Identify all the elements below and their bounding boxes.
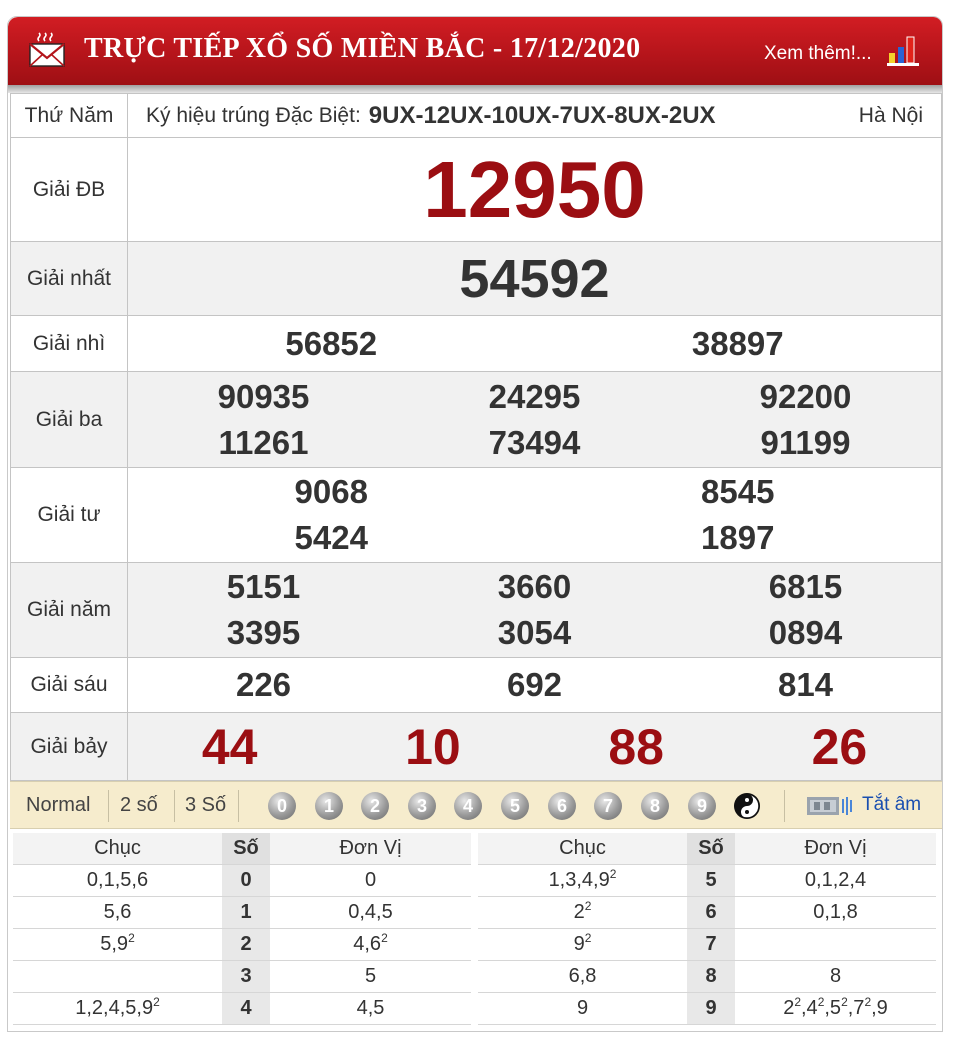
prize-row-nhi <box>11 316 942 372</box>
prize-number: 692 <box>506 666 563 703</box>
prize-number: 6815 <box>768 568 843 605</box>
prize-label: Giải bảy <box>11 713 128 781</box>
loto-so-cell: 3 <box>222 961 270 993</box>
prize-label: Giải năm <box>11 563 128 658</box>
loto-donvi-cell: $4,6^2$ <box>270 929 471 961</box>
option-normal[interactable]: Normal <box>26 794 91 816</box>
digit-ball-0[interactable]: 0 <box>268 792 296 820</box>
loto-so-cell: 5 <box>687 865 735 897</box>
prize-number: 0894 <box>768 614 843 651</box>
mail-icon <box>28 30 66 68</box>
loto-row <box>13 929 471 961</box>
digit-ball-1[interactable]: 1 <box>315 792 343 820</box>
display-options-bar <box>10 781 942 829</box>
option-3-so[interactable]: 3 Số <box>185 794 227 816</box>
sound-icon[interactable] <box>806 793 856 819</box>
digit-ball-6[interactable]: 6 <box>548 792 576 820</box>
divider <box>784 790 785 822</box>
digit-ball-8[interactable]: 8 <box>641 792 669 820</box>
loto-chuc-cell <box>13 961 222 993</box>
prize-number: 1897 <box>701 519 775 556</box>
loto-chuc-cell: 9 <box>478 993 687 1025</box>
loto-donvi-cell: 4,5 <box>270 993 471 1025</box>
header-bar <box>8 17 943 85</box>
col-header-so: Số <box>222 833 270 865</box>
loto-chuc-cell: 1,2,4,5,9$^2$ <box>13 993 222 1025</box>
loto-table-left <box>13 833 471 1025</box>
loto-row <box>13 865 471 897</box>
loto-chuc-cell: 1,3,4,9$^2$ <box>478 865 687 897</box>
loto-so-cell: 7 <box>687 929 735 961</box>
loto-row <box>13 993 471 1025</box>
prize-row-sau <box>11 658 942 713</box>
digit-ball-3[interactable]: 3 <box>408 792 436 820</box>
prize-number: 26 <box>811 718 868 775</box>
prize-number: 5151 <box>226 568 301 605</box>
option-2-so[interactable]: 2 số <box>120 794 158 816</box>
yin-yang-icon[interactable] <box>733 792 761 820</box>
prize-number: 8545 <box>701 473 775 510</box>
prize-number: 92200 <box>759 377 852 415</box>
loto-so-cell: 8 <box>687 961 735 993</box>
loto-header-row <box>13 833 471 865</box>
kyhieu-label: Ký hiệu trúng Đặc Biệt: <box>146 103 361 127</box>
digit-ball-4[interactable]: 4 <box>454 792 482 820</box>
divider <box>238 790 239 822</box>
loto-donvi-cell: 0 <box>270 865 471 897</box>
prize-number: 38897 <box>691 324 784 362</box>
prize-label: Giải nhất <box>11 242 128 316</box>
digit-ball-5[interactable]: 5 <box>501 792 529 820</box>
loto-donvi-cell: $2^2,4^2,5^2,7^2,9$ <box>735 993 936 1025</box>
loto-chuc-cell: 5,6 <box>13 897 222 929</box>
loto-so-cell: 6 <box>687 897 735 929</box>
loto-header-row <box>478 833 936 865</box>
prize-number: 3054 <box>497 614 572 651</box>
prize-number: 90935 <box>217 377 310 415</box>
see-more-link[interactable]: Xem thêm!... <box>764 43 872 64</box>
loto-donvi-cell: 8 <box>735 961 936 993</box>
info-row <box>11 94 942 138</box>
loto-chuc-cell: 6,8 <box>478 961 687 993</box>
prize-row-bay <box>11 713 942 781</box>
prize-number: 9068 <box>294 473 368 510</box>
loto-row <box>478 993 936 1025</box>
loto-chuc-cell: 0,1,5,6 <box>13 865 222 897</box>
loto-so-cell: 4 <box>222 993 270 1025</box>
loto-donvi-cell: 5 <box>270 961 471 993</box>
digit-ball-9[interactable]: 9 <box>688 792 716 820</box>
page-title: TRỰC TIẾP XỔ SỐ MIỀN BẮC - 17/12/2020 <box>84 33 641 64</box>
loto-table-right <box>478 833 936 1025</box>
prize-number: 10 <box>405 718 461 775</box>
prize-number: 814 <box>777 666 834 703</box>
kyhieu-value: 9UX-12UX-10UX-7UX-8UX-2UX <box>368 101 716 129</box>
loto-row <box>478 961 936 993</box>
prize-number: 11261 <box>218 423 309 461</box>
prize-number: 54592 <box>459 248 610 309</box>
loto-so-cell: 0 <box>222 865 270 897</box>
loto-row <box>478 929 936 961</box>
digit-ball-7[interactable]: 7 <box>594 792 622 820</box>
prize-number: 3660 <box>497 568 572 605</box>
loto-chuc-cell: $5,9^2$ <box>13 929 222 961</box>
results-table <box>10 93 942 781</box>
prize-number: 73494 <box>488 423 581 461</box>
loto-so-cell: 9 <box>687 993 735 1025</box>
loto-row <box>478 897 936 929</box>
loto-so-cell: 1 <box>222 897 270 929</box>
prize-label: Giải tư <box>11 468 128 563</box>
header-shadow <box>8 85 943 93</box>
prize-number: 3395 <box>226 614 301 651</box>
loto-chuc-cell: $2^2$ <box>478 897 687 929</box>
loto-row <box>13 961 471 993</box>
prize-row-tu <box>11 468 942 563</box>
bar-chart-icon[interactable] <box>886 33 920 67</box>
prize-number: 88 <box>608 718 664 775</box>
mute-toggle[interactable]: Tắt âm <box>862 794 922 815</box>
loto-donvi-cell: 0,4,5 <box>270 897 471 929</box>
info-cell <box>128 94 942 138</box>
prize-number: 226 <box>235 666 292 703</box>
col-header-chuc: Chục <box>13 833 222 865</box>
prize-number: 56852 <box>285 324 378 362</box>
col-header-donvi: Đơn Vị <box>270 833 471 865</box>
prize-row-nam <box>11 563 942 658</box>
prize-number: 91199 <box>760 423 851 461</box>
prize-row-nhat <box>11 242 942 316</box>
col-header-so: Số <box>687 833 735 865</box>
col-header-donvi: Đơn Vị <box>735 833 936 865</box>
digit-ball-2[interactable]: 2 <box>361 792 389 820</box>
loto-donvi-cell <box>735 929 936 961</box>
prize-number: 44 <box>201 718 258 775</box>
place-label: Hà Nội <box>858 103 923 127</box>
loto-row <box>13 897 471 929</box>
prize-row-db <box>11 138 942 242</box>
prize-number: 5424 <box>294 519 368 556</box>
prize-label: Giải nhì <box>11 316 128 372</box>
lottery-widget <box>7 16 943 1032</box>
prize-number: 24295 <box>488 377 581 415</box>
loto-donvi-cell: 0,1,2,4 <box>735 865 936 897</box>
col-header-chuc: Chục <box>478 833 687 865</box>
loto-so-cell: 2 <box>222 929 270 961</box>
divider <box>108 790 109 822</box>
prize-label: Giải ba <box>11 372 128 468</box>
loto-chuc-cell: $9^2$ <box>478 929 687 961</box>
prize-number: 12950 <box>423 144 646 234</box>
prize-label: Giải sáu <box>11 658 128 713</box>
prize-label: Giải ĐB <box>11 138 128 242</box>
weekday-label: Thứ Năm <box>11 94 128 138</box>
prize-row-ba <box>11 372 942 468</box>
divider <box>174 790 175 822</box>
loto-row <box>478 865 936 897</box>
loto-donvi-cell: 0,1,8 <box>735 897 936 929</box>
